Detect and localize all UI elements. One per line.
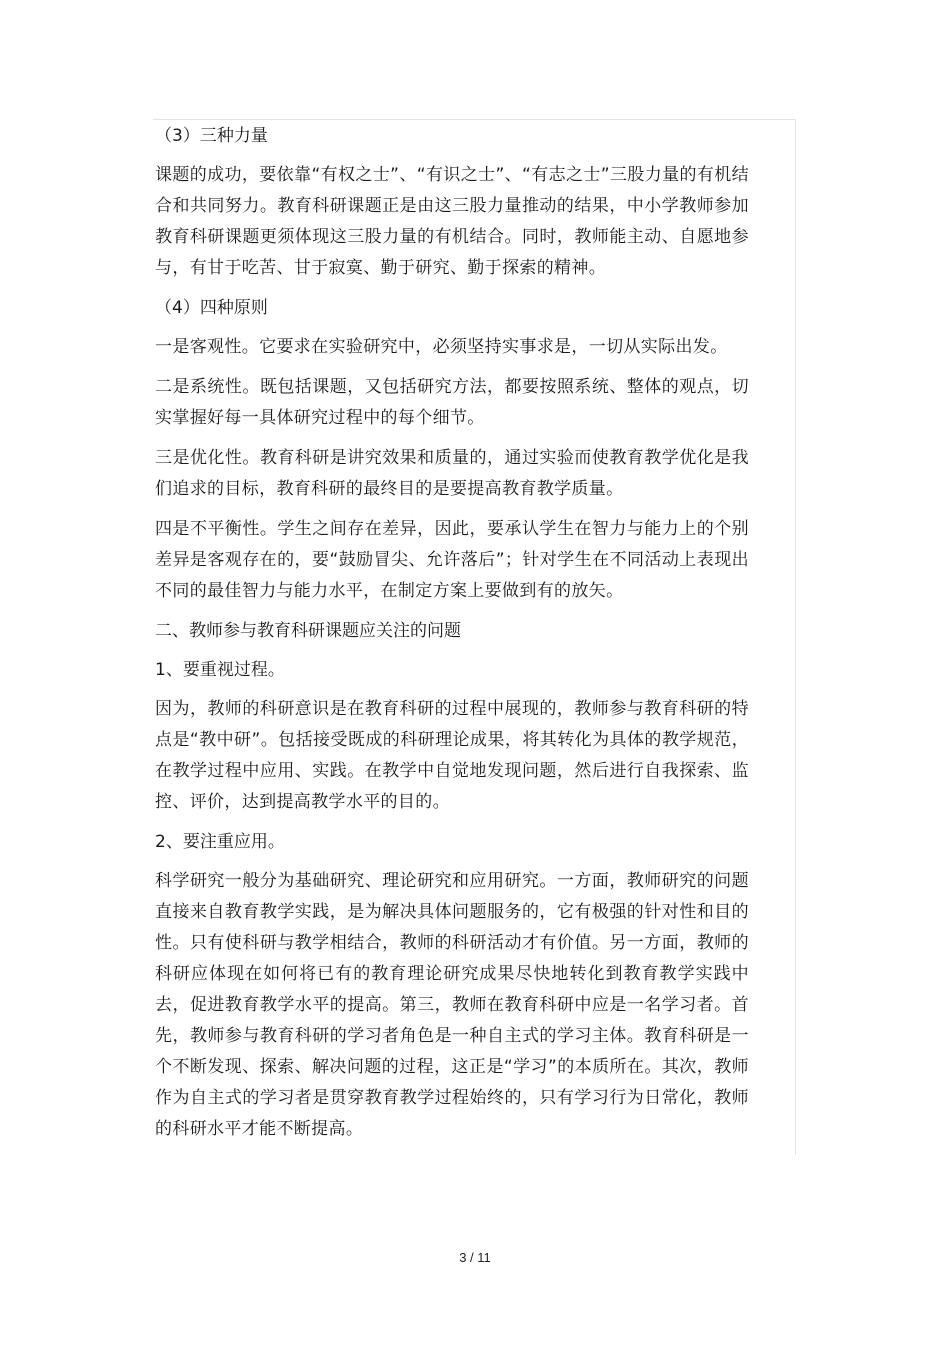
section-heading-three-forces: （3）三种力量 xyxy=(155,126,268,146)
paragraph-objectivity: 一是客观性。它要求在实验研究中，必须坚持实事求是，一切从实际出发。 xyxy=(155,337,728,357)
paragraph-imbalance: 四是不平衡性。学生之间存在差异，因此，要承认学生在智力与能力上的个别差异是客观存在的，要“鼓励冒尖、允许落后”；针对学生在不同活动上表现出不同的最佳智力与能力水平，在制定方案上要做到有的放矢。 xyxy=(155,519,749,601)
document-body xyxy=(155,121,749,1145)
page-number: 3 / 11 xyxy=(459,1250,491,1265)
paragraph-process: 因为，教师的科研意识是在教育科研的过程中展现的，教师参与教育科研的特点是“教中研”。包括接受既成的科研理论成果，将其转化为具体的教学规范，在教学过程中应用、实践。在教学中自觉地发现问题，然后进行自我探索、监控、评价，达到提高教学水平的目的。 xyxy=(155,699,749,812)
paragraph-three-forces: 课题的成功，要依靠“有权之士”、“有识之士”、“有志之士”三股力量的有机结合和共同努力。教育科研课题正是由这三股力量推动的结果，中小学教师参加教育科研课题更须体现这三股力量的有机结合。同时，教师能主动、自愿地参与，有甘于吃苦、甘于寂寞、勤于研究、勤于探索的精神。 xyxy=(155,165,749,278)
paragraph-systematic: 二是系统性。既包括课题，又包括研究方法，都要按照系统、整体的观点，切实掌握好每一具体研究过程中的每个细节。 xyxy=(155,377,749,428)
paragraph-application: 科学研究一般分为基础研究、理论研究和应用研究。一方面，教师研究的问题直接来自教育教学实践，是为解决具体问题服务的，它有极强的针对性和目的性。只有使科研与教学相结合，教师的科研活动才有价值。另一方面，教师的科研应体现在如何将已有的教育理论研究成果尽快地转化到教育教学实践中去，促进教育教学水平的提高。第三，教师在教育科研中应是一名学习者。首先，教师参与教育科研的学习者角色是一种自主式的学习主体。教育科研是一个不断发现、探索、解决问题的过程，这正是“学习”的本质所在。其次，教师作为自主式的学习者是贯穿教育教学过程始终的，只有学习行为日常化，教师的科研水平才能不断提高。 xyxy=(155,871,749,1139)
section-heading-four-principles: （4）四种原则 xyxy=(155,298,268,318)
chapter-heading-issues: 二、教师参与教育科研课题应关注的问题 xyxy=(155,621,461,641)
subheading-process: 1、要重视过程。 xyxy=(155,660,285,680)
paragraph-optimization: 三是优化性。教育科研是讲究效果和质量的，通过实验而使教育教学优化是我们追求的目标，教育科研的最终目的是要提高教育教学质量。 xyxy=(155,448,749,499)
subheading-application: 2、要注重应用。 xyxy=(155,832,285,852)
